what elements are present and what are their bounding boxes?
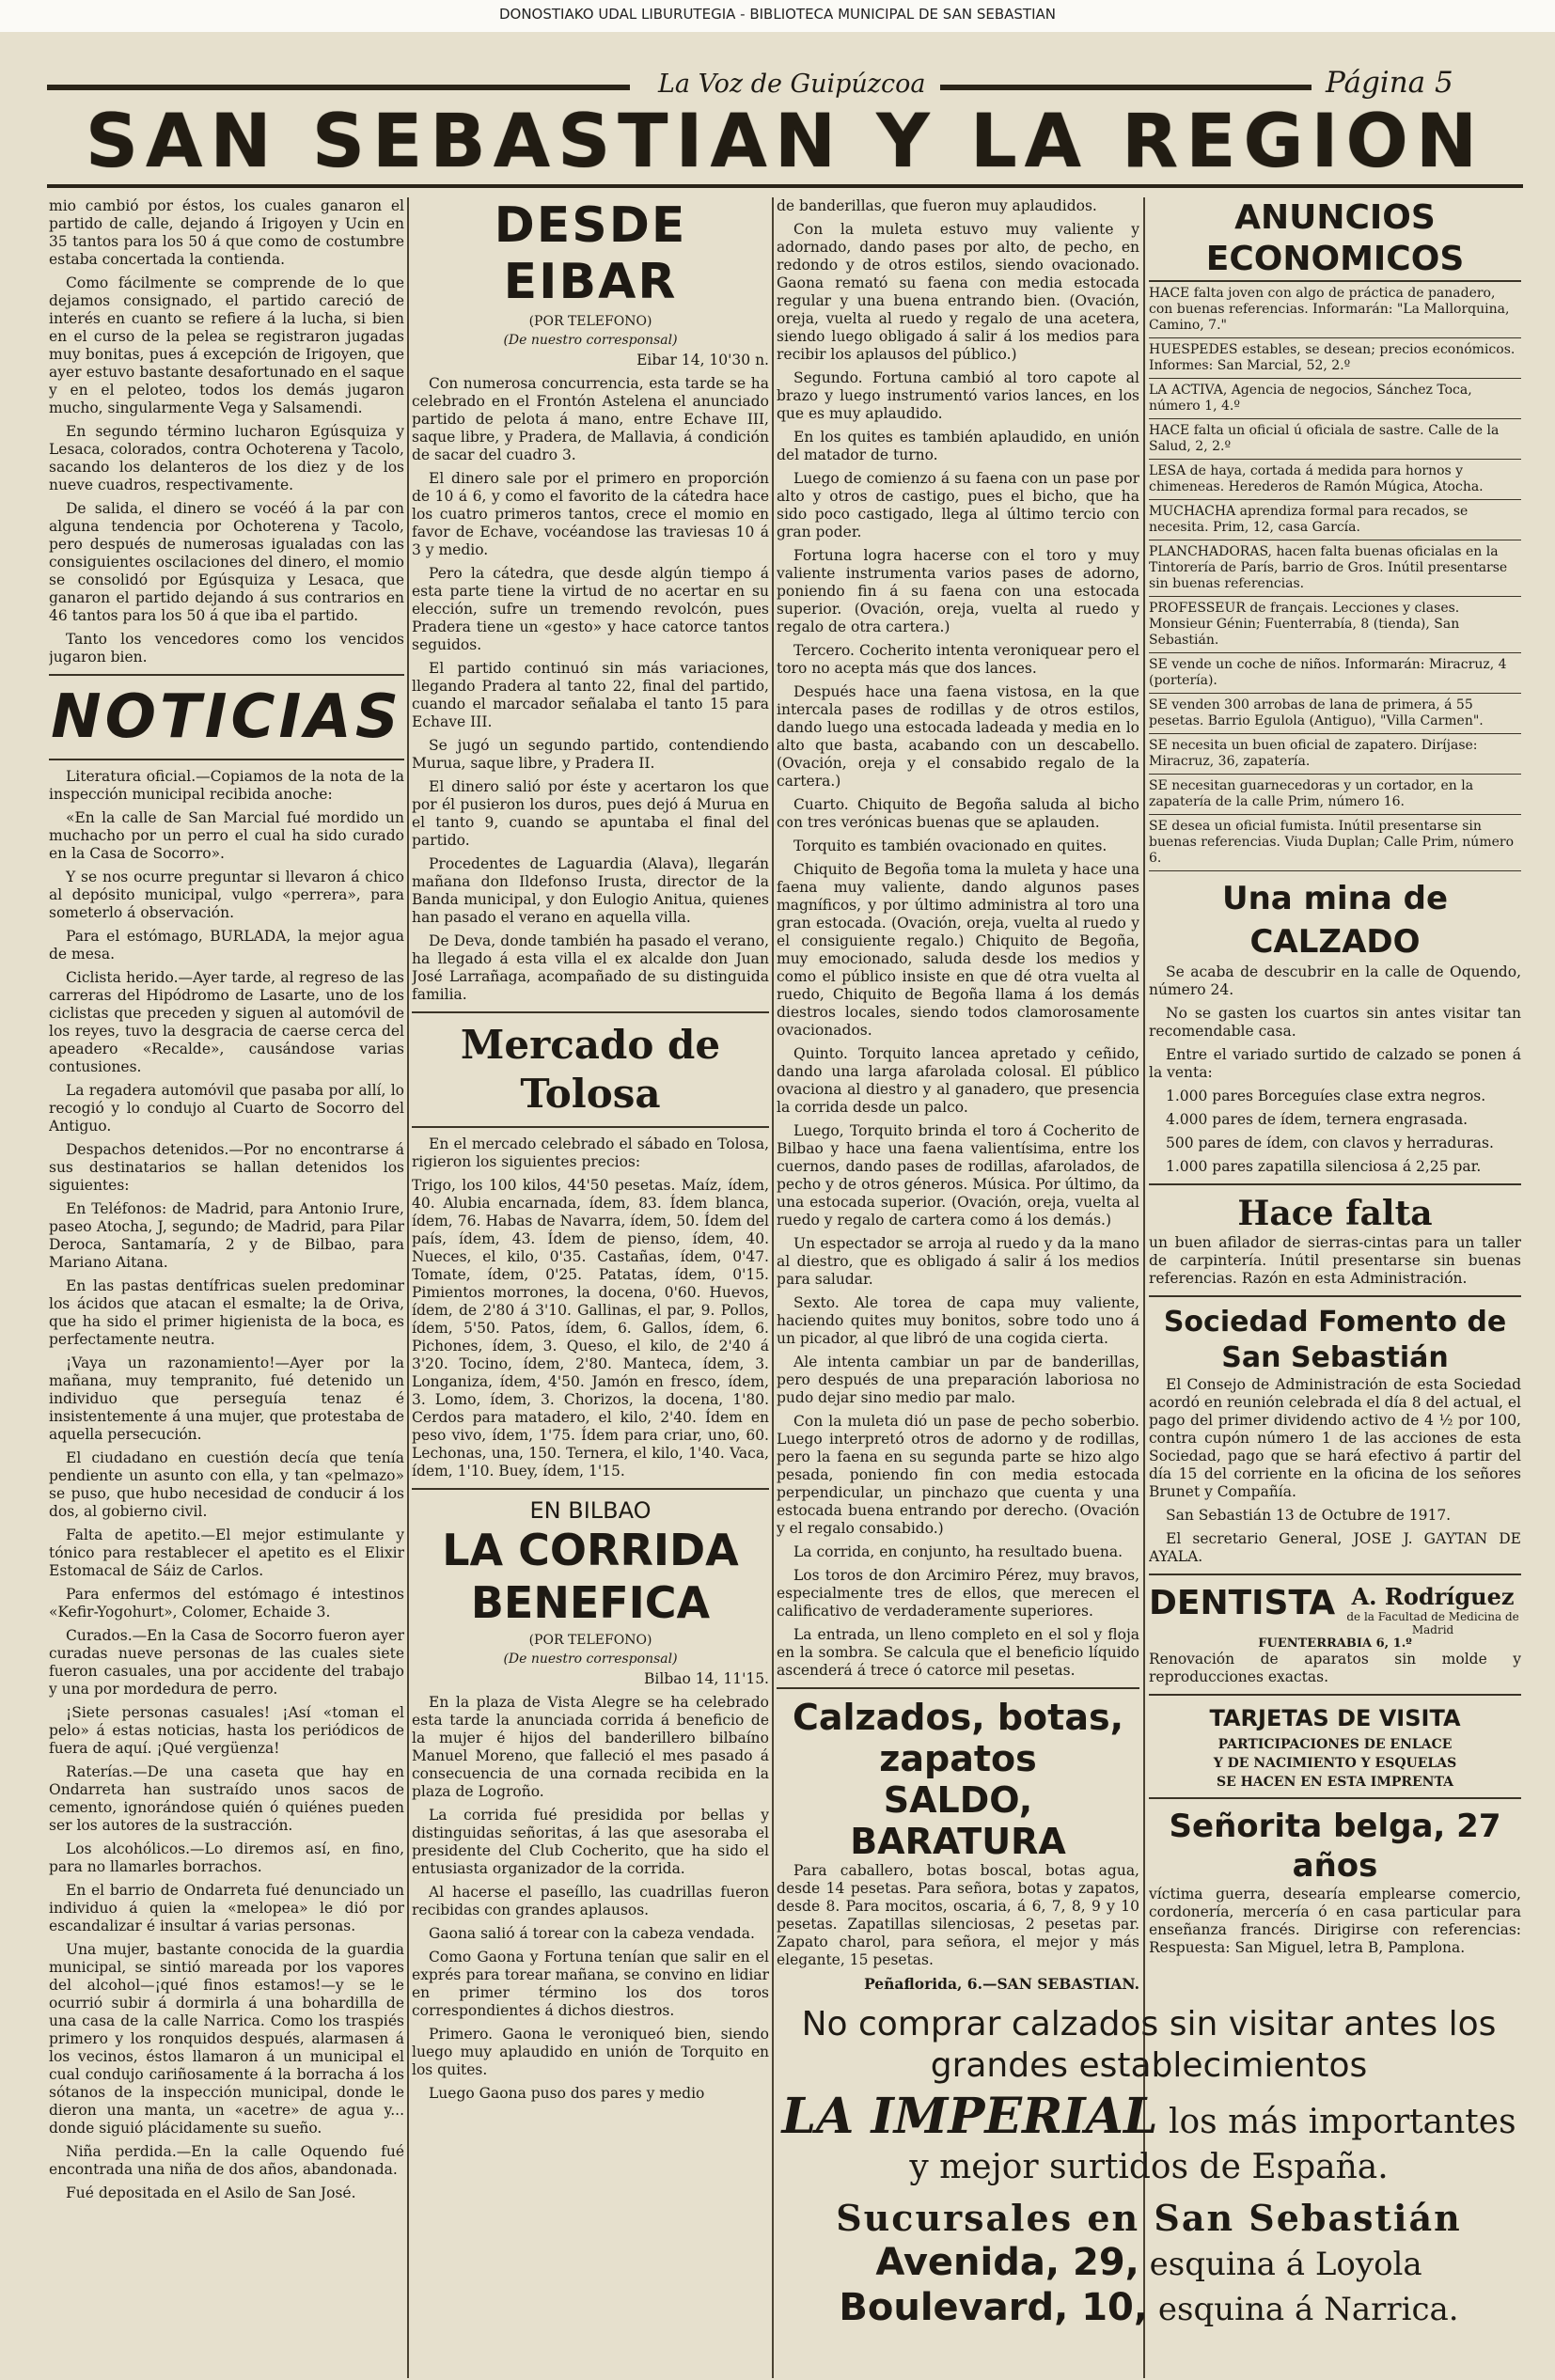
divider: [1149, 1694, 1521, 1696]
divider: [1149, 1295, 1521, 1297]
news-item: En las pastas dentífricas suelen predominar los ácidos que atacan el esmalte; la de Oriva, que ha sido el primer higienista de la boca, es perfectamente neutra.: [49, 1277, 404, 1348]
divider: [49, 759, 404, 760]
ad-line: No comprar calzados sin visitar antes los grandes establecimientos: [801, 2005, 1497, 2085]
running-head: [47, 66, 1523, 103]
ad-text: San Sebastián 13 de Octubre de 1917.: [1166, 1507, 1452, 1524]
article-paragraph: En el mercado celebrado el sábado en Tolosa, rigieron los siguientes precios:: [412, 1135, 769, 1170]
archive-banner: DONOSTIAKO UDAL LIBURUTEGIA - BIBLIOTECA MUNICIPAL DE SAN SEBASTIAN: [0, 0, 1555, 32]
ad-brand: LA IMPERIAL: [781, 2088, 1158, 2145]
article-paragraph: Luego Gaona puso dos pares y medio: [429, 2085, 705, 2102]
article-paragraph: Los toros de don Arcimiro Pérez, muy bravos, especialmente tres de ellos, que merecen el calificativo de verdaderamente superiores.: [777, 1567, 1139, 1620]
article-paragraph: De salida, el dinero se vocéó á la par con alguna tendencia por Ochoterena y Tacolo, pero después de numerosas igualadas con las consiguientes oscilaciones del dinero, el momio se consolidó por Egúsquiza y Lesaca, que ganaron el partido dejando á sus contrarios en 46 tantos para los 50 á que iba el partido.: [49, 500, 404, 624]
ad-text: El Consejo de Administración de esta Sociedad acordó en reunión celebrada el día 8 del actual, el pago del primer dividendo activo de 4 ½ por 100, contra cupón número 1 de las acciones de esta Sociedad, pago que se hará efectivo á partir del día 15 del corriente en la oficina de los señores Brunet y Compañía.: [1149, 1376, 1521, 1500]
column-4: [1149, 197, 1521, 1991]
section-masthead: SAN SEBASTIAN Y LA REGION: [85, 100, 1485, 184]
ad-heading: Sociedad Fomento de San Sebastián: [1163, 1306, 1507, 1374]
article-paragraph: Ale intenta cambiar un par de banderillas, pero después de una preparación laboriosa no pudo dejar sino medio par malo.: [777, 1354, 1139, 1406]
article-paragraph: El dinero salió por éste y acertaron los que por él pusieron los duros, pues dejó á Murua en el tanto 9, cuando se apuntaba el final del partido.: [412, 778, 769, 849]
article-paragraph: mio cambió por éstos, los cuales ganaron el partido de calle, dejando á Irigoyen y Ucin en 35 tantos para los 50 á que como de costumbre estaba concertada la contienda.: [49, 197, 404, 268]
news-item: «En la calle de San Marcial fué mordido un muchacho por un perro el cual ha sido curado en la Casa de Socorro».: [49, 809, 404, 862]
column-1: [49, 197, 404, 2378]
news-item: Niña perdida.—En la calle Oquendo fué encontrada una niña de dos años, abandonada.: [49, 2143, 404, 2178]
article-paragraph: Con la muleta dió un pase de pecho soberbio. Luego interpretó otros de adorno y de rodillas, pero la faena en su segunda parte se hizo algo pesada, poniendo fin con media estocada perpendicular, un pinchazo que cuenta y una estocada buena entrando por derecho. (Ovación y el regalo consabido.): [777, 1413, 1139, 1537]
article-paragraph: Se jugó un segundo partido, contendiendo Murua, saque libre, y Pradera II.: [412, 737, 769, 772]
column-3: [777, 197, 1139, 1991]
head-rule-left: [47, 85, 630, 90]
news-item: Fué depositada en el Asilo de San José.: [66, 2184, 356, 2201]
ad-text: 500 pares de ídem, con clavos y herraduras.: [1166, 1135, 1494, 1151]
ad-heading: Calzados, botas, zapatos: [792, 1697, 1124, 1779]
article-paragraph: Torquito es también ovacionado en quites.: [793, 838, 1107, 854]
section-heading: LA CORRIDA BENEFICA: [442, 1525, 739, 1628]
ad-heading: Una mina de CALZADO: [1221, 880, 1449, 961]
classified-ad: SE necesitan guarnecedoras y un cortador, en la zapatería de la calle Prim, número 16.: [1149, 775, 1521, 815]
news-item: Falta de apetito.—El mejor estimulante y tónico para restablecer el apetito es el Elixir Estomacal de Sáiz de Carlos.: [49, 1527, 404, 1579]
article-paragraph: En los quites es también aplaudido, en unión del matador de turno.: [777, 429, 1139, 463]
section-heading: EN BILBAO: [529, 1497, 652, 1524]
ad-text: Renovación de aparatos sin molde y reproducciones exactas.: [1149, 1651, 1521, 1685]
news-item: En Teléfonos: de Madrid, para Antonio Irure, paseo Atocha, J, segundo; de Madrid, para Pilar Deroca, Santamaría, 2 y de Bilbao, para Mariano Aitana.: [49, 1200, 404, 1271]
ad-line: esquina á Loyola: [1149, 2246, 1422, 2283]
news-item: Ciclista herido.—Ayer tarde, al regreso de las carreras del Hipódromo de Lasarte, uno de los ciclistas que preceden y siguen al automóvil de los reyes, tuvo la desgracia de caerse cerca del apeadero «Recalde», causándose varias contusiones.: [49, 969, 404, 1075]
ad-text: SE HACEN EN ESTA IMPRENTA: [1217, 1775, 1453, 1790]
article-paragraph: Gaona salió á torear con la cabeza vendada.: [429, 1925, 755, 1942]
head-rule-right: [940, 85, 1312, 90]
article-paragraph: Al hacerse el paseíllo, las cuadrillas fueron recibidas con grandes aplausos.: [412, 1884, 769, 1918]
price-list: Trigo, los 100 kilos, 44'50 pesetas. Maíz, ídem, 40. Alubia encarnada, ídem, 83. Ídem blanca, ídem, 76. Habas de Navarra, ídem, 50. Ídem del país, ídem, 43. Ídem de pienso, ídem, 40. Nueces, el kilo, 0'35. Castañas, ídem, 0'47. Tomate, ídem, 0'25. Patatas, ídem, 0'15. Pimientos morrones, la docena, 0'60. Huevos, ídem, de 2'80 á 3'10. Gallinas, el par, 9. Pollos, ídem, 5'50. Patos, ídem, 6. Gallos, ídem, 6. Pichones, ídem, 3. Queso, el kilo, de 2'40 á 3'20. Tocino, ídem, 2'80. Manteca, ídem, 3. Longaniza, ídem, 4'50. Jamón en fresco, ídem, 3. Lomo, ídem, 3. Chorizos, la docena, 1'80. Cerdos para matadero, el kilo, 2'40. Ídem en peso vivo, ídem, 1'75. Ídem para criar, uno, 60. Lechonas, una, 150. Ternera, el kilo, 1'40. Vaca, ídem, 1'10. Buey, ídem, 1'15.: [412, 1177, 769, 1480]
classified-ad: LA ACTIVA, Agencia de negocios, Sánchez Toca, número 1, 4.º: [1149, 379, 1521, 419]
article-paragraph: Cuarto. Chiquito de Begoña saluda al bicho con tres verónicas buenas que se aplauden.: [777, 796, 1139, 831]
ad-text: víctima guerra, desearía emplearse comercio, cordonería, mercería ó en casa particular para enseñanza francés. Dirigirse con referencias: Respuesta: San Miguel, letra B, Pamplona.: [1149, 1886, 1521, 1956]
ad-line: los más importantes y mejor surtidos de España.: [909, 2103, 1516, 2186]
ad-heading: SALDO, BARATURA: [850, 1779, 1066, 1862]
article-paragraph: Tanto los vencedores como los vencidos jugaron bien.: [49, 631, 404, 665]
article-paragraph: Luego de comienzo á su faena con un pase por alto y otros de castigo, pues el bicho, que ha sido poco castigado, llega al último tercio con gran poder.: [777, 470, 1139, 540]
article-paragraph: Después hace una faena vistosa, en la que intercala pases de rodillas y de otros estilos, dando luego una estocada ladeada y media en lo alto que basta, acabando con un descabello. (Ovación, oreja y el consabido regalo de la cartera.): [777, 683, 1139, 790]
dateline: Bilbao 14, 11'15.: [644, 1670, 769, 1687]
byline: (POR TELEFONO): [528, 314, 652, 329]
news-item: Una mujer, bastante conocida de la guardia municipal, se sintió mareada por los vapores del alcohol—¡qué finos estamos!—y se le ocurrió subir á dormirla á una bohardilla de una casa de la calle Narrica. Como los traspiés primero y los ronquidos después, alarmasen á los vecinos, éstos llamaron á un municipal el cual condujo cariñosamente á la borracha á los sótanos de la inspección municipal, donde le dieron una manta, un «acetre» de agua y... donde siguió plácidamente su sueño.: [49, 1941, 404, 2137]
article-paragraph: El partido continuó sin más variaciones, llegando Pradera al tanto 22, final del partido, cuando el marcador señalaba el tanto 15 para Echave III.: [412, 660, 769, 730]
ad-address: Peñaflorida, 6.—SAN SEBASTIAN.: [864, 1975, 1139, 1991]
ad-address: FUENTERRABIA 6, 1.º: [1258, 1636, 1412, 1651]
section-heading: ANUNCIOS ECONOMICOS: [1149, 197, 1521, 282]
news-item: Raterías.—De una caseta que hay en Ondarreta han sustraído unos sacos de cemento, ignorándose quién ó quiénes pueden ser los autores de la sustracción.: [49, 1763, 404, 1834]
news-item: La regadera automóvil que pasaba por allí, lo recogió y lo condujo al Cuarto de Socorro del Antiguo.: [49, 1082, 404, 1135]
ad-text: Entre el variado surtido de calzado se ponen á la venta:: [1149, 1046, 1521, 1081]
divider: [1149, 1574, 1521, 1575]
article-paragraph: De Deva, donde también ha pasado el verano, ha llegado á esta villa el ex alcalde don Juan José Larrañaga, acompañado de su distinguida familia.: [412, 932, 769, 1003]
article-paragraph: Con la muleta estuvo muy valiente y adornado, dando pases por alto, de pecho, en redondo y de otros estilos, siendo ovacionado. Gaona remató su faena con media estocada regular y una buena entrando bien. (Ovación, oreja, vuelta al ruedo y regalo de una acetera, siendo luego obligado á salir á los medios para recibir los aplausos del público.): [777, 221, 1139, 363]
byline: (De nuestro corresponsal): [503, 1652, 678, 1667]
article-paragraph: La corrida fué presidida por bellas y distinguidas señoritas, á las que asesoraba el presidente del Club Cocherito, que ha sido el entusiasta organizador de la corrida.: [412, 1807, 769, 1877]
ad-name: A. Rodríguez: [1351, 1583, 1515, 1610]
ad-heading: Señorita belga, 27 años: [1169, 1808, 1501, 1885]
classified-ad: PROFESSEUR de français. Lecciones y clases. Monsieur Génin; Fuenterrabía, 8 (tienda), San Sebastián.: [1149, 597, 1521, 653]
ad-address: Boulevard, 10,: [839, 2286, 1149, 2329]
ad-text: de la Facultad de Medicina de Madrid: [1346, 1610, 1519, 1636]
classified-ad: SE necesita un buen oficial de zapatero. Diríjase: Miracruz, 36, zapatería.: [1149, 734, 1521, 775]
ad-heading: Hace falta: [1237, 1194, 1433, 1233]
article-paragraph: Primero. Gaona le veroniqueó bien, siendo luego muy aplaudido en unión de Torquito en los quites.: [412, 2026, 769, 2078]
article-paragraph: Tercero. Cocherito intenta veroniquear pero el toro no acepta más que dos lances.: [777, 642, 1139, 677]
byline: (POR TELEFONO): [528, 1633, 652, 1648]
article-paragraph: Chiquito de Begoña toma la muleta y hace una faena muy valiente, dando algunos pases magníficos, y por último administra al toro una gran estocada. (Ovación, oreja, vuelta al ruedo y el consiguiente regalo.) Chiquito de Begoña, muy emocionado, saluda desde los medios y como el público insiste en que dé otra vuelta al ruedo, Chiquito de Begoña llama á los demás diestros locales, siendo todos clamorosamente ovacionados.: [777, 861, 1139, 1039]
article-paragraph: En la plaza de Vista Alegre se ha celebrado esta tarde la anunciada corrida á beneficio de la mujer é hijos del banderillero bilbaíno Manuel Moreno, que falleció el mes pasado á consecuencia de una cornada recibida en la plaza de Logroño.: [412, 1694, 769, 1800]
article-paragraph: El dinero sale por el primero en proporción de 10 á 6, y como el favorito de la cátedra hace los cuatro primeros tantos, crece el momio en favor de Echave, vocéandose las traviesas 10 á 3 y medio.: [412, 470, 769, 558]
article-paragraph: La entrada, un lleno completo en el sol y floja en la sombra. Se calcula que el beneficio líquido ascenderá á trece ó catorce mil pesetas.: [777, 1626, 1139, 1679]
ad-text: Y DE NACIMIENTO Y ESQUELAS: [1213, 1756, 1457, 1771]
news-item: ¡Vaya un razonamiento!—Ayer por la mañana, muy tempranito, fué detenido un individuo que perseguía tenaz é insistentemente á una mujer, que protestaba de aquella persecución.: [49, 1354, 404, 1443]
article-paragraph: Con numerosa concurrencia, esta tarde se ha celebrado en el Frontón Astelena el anunciado partido de pelota á mano, entre Echave III, saque libre, y Pradera, de Mallavia, á condición de sacar del cuadro 3.: [412, 375, 769, 463]
section-heading: NOTICIAS: [51, 682, 402, 752]
ad-line: Sucursales en San Sebastián: [836, 2197, 1462, 2239]
classified-ad: LESA de haya, cortada á medida para hornos y chimeneas. Herederos de Ramón Múgica, Atocha.: [1149, 460, 1521, 500]
byline: (De nuestro corresponsal): [503, 333, 678, 348]
ad-text: 1.000 pares zapatilla silenciosa á 2,25 par.: [1166, 1158, 1482, 1175]
article-paragraph: Un espectador se arroja al ruedo y da la mano al diestro, que es obligado á salir á los medios para saludar.: [777, 1235, 1139, 1288]
article-paragraph: Procedentes de Laguardia (Alava), llegarán mañana don Ildefonso Irusta, director de la Banda municipal, y don Eulogio Anitua, quienes han pasado el verano en aquella villa.: [412, 855, 769, 926]
news-item: Despachos detenidos.—Por no encontrarse á sus destinatarios se hallan detenidos los siguientes:: [49, 1141, 404, 1194]
imperial-ad: [777, 2004, 1521, 2331]
news-item: ¡Siete personas casuales! ¡Así «toman el pelo» á estas noticias, hasta los periódicos de fuera de aquí. ¡Qué vergüenza!: [49, 1704, 404, 1757]
ad-heading: DENTISTA: [1149, 1584, 1336, 1622]
classified-ad: SE desea un oficial fumista. Inútil presentarse sin buenas referencias. Viuda Duplan; Calle Prim, número 6.: [1149, 815, 1521, 871]
column-2: [412, 197, 769, 2378]
article-paragraph: Pero la cátedra, que desde algún tiempo á esta parte tiene la virtud de no acertar en su elección, sufre un tremendo revolcón, pues Pradera tiene un «gesto» y hace catorce tantos seguidos.: [412, 565, 769, 653]
paper-title: La Voz de Guipúzcoa: [658, 70, 926, 99]
classified-ad: HACE falta joven con algo de práctica de panadero, con buenas referencias. Informarán: "La Mallorquina, Camino, 7.": [1149, 282, 1521, 338]
classified-ad: MUCHACHA aprendiza formal para recados, se necesita. Prim, 12, casa García.: [1149, 500, 1521, 540]
ad-address: Avenida, 29,: [875, 2241, 1139, 2284]
newspaper-page: [0, 32, 1555, 2380]
article-paragraph: Como fácilmente se comprende de lo que dejamos consignado, el partido careció de interés en cuanto se refiere á la lucha, si bien en el curso de la pelea se registraron jugadas muy bonitas, pues á excepción de Irigoyen, que ayer estuvo bastante desafortunado en el saque y en el peloteo, todos los demás jugaron mucho, singularmente Vega y Salsamendi.: [49, 274, 404, 416]
news-item: El ciudadano en cuestión decía que tenía pendiente un asunto con ella, y tan «pelmazo» se puso, que hubo necesidad de conducir á los dos, al gobierno civil.: [49, 1449, 404, 1520]
column-rule: [772, 197, 774, 2378]
divider: [1149, 1797, 1521, 1799]
article-paragraph: Fortuna logra hacerse con el toro y muy valiente instrumenta varios pases de adorno, poniendo fin á su faena con una estocada superior. (Ovación, oreja, vuelta al ruedo y regalo de otra cartera.): [777, 547, 1139, 635]
ad-heading: TARJETAS DE VISITA: [1209, 1705, 1461, 1731]
news-item: Para el estómago, BURLADA, la mejor agua de mesa.: [49, 928, 404, 963]
article-paragraph: Luego, Torquito brinda el toro á Cocherito de Bilbao y hace una faena valientísima, entre los cuernos, dando pases de rodillas, afarolados, de pecho y de otros géneros. Música. Por último, da una estocada superior. (Ovación, oreja, vuelta al ruedo y regalo de cartera como á los demás.): [777, 1122, 1139, 1229]
article-paragraph: de banderillas, que fueron muy aplaudidos.: [777, 197, 1097, 214]
section-heading: DESDE EIBAR: [494, 197, 687, 310]
article-paragraph: En segundo término lucharon Egúsquiza y Lesaca, colorados, contra Ochoterena y Tacolo, sacando los delanteros de los diez y de los nueve cuadros, respectivamente.: [49, 423, 404, 493]
ad-text: 1.000 pares Borceguíes clase extra negros.: [1166, 1088, 1486, 1104]
news-item: Y se nos ocurre preguntar si llevaron á chico al depósito municipal, vulgo «perrera», para someterlo á observación.: [49, 869, 404, 921]
article-paragraph: Segundo. Fortuna cambió al toro capote al brazo y luego instrumentó varios lances, en los que es muy aplaudido.: [777, 369, 1139, 422]
divider: [412, 1126, 769, 1128]
classified-ad: SE vende un coche de niños. Informarán: Miracruz, 4 (portería).: [1149, 653, 1521, 694]
dentist-ad: [1149, 1583, 1521, 1651]
classified-ad: HUESPEDES estables, se desean; precios económicos. Informes: San Marcial, 52, 2.º: [1149, 338, 1521, 379]
divider: [777, 1687, 1139, 1689]
ad-text: No se gasten los cuartos sin antes visitar tan recomendable casa.: [1149, 1005, 1521, 1040]
news-item: Literatura oficial.—Copiamos de la nota de la inspección municipal recibida anoche:: [49, 768, 404, 803]
article-paragraph: La corrida, en conjunto, ha resultado buena.: [793, 1543, 1123, 1560]
ad-text: PARTICIPACIONES DE ENLACE: [1217, 1737, 1453, 1752]
news-item: Los alcohólicos.—Lo diremos así, en fino, para no llamarles borrachos.: [49, 1840, 404, 1875]
ad-text: Se acaba de descubrir en la calle de Oquendo, número 24.: [1149, 963, 1521, 998]
article-paragraph: Quinto. Torquito lancea apretado y ceñido, dando una larga afarolada colosal. El público ovaciona al diestro y al ganadero, que presencia la corrida desde un palco.: [777, 1045, 1139, 1116]
news-item: Para enfermos del estómago é intestinos «Kefir-Yogohurt», Colomer, Echaide 3.: [49, 1586, 404, 1621]
news-item: En el barrio de Ondarreta fué denunciado un individuo á quien la «melopea» le dió por escandalizar é insultar á varias personas.: [49, 1882, 404, 1934]
classified-ad: HACE falta un oficial ú oficiala de sastre. Calle de la Salud, 2, 2.º: [1149, 419, 1521, 460]
ad-text: 4.000 pares de ídem, ternera engrasada.: [1166, 1111, 1469, 1128]
divider: [412, 1488, 769, 1490]
news-item: Curados.—En la Casa de Socorro fueron ayer curadas nueve personas de las cuales siete fueron casuales, una por accidente del trabajo y una por mordedura de perro.: [49, 1627, 404, 1698]
ad-text: Para caballero, botas boscal, botas agua, desde 14 pesetas. Para señora, botas y zapatos, desde 8. Para mocitos, oscaria, á 6, 7, 8, 9 y 10 pesetas. Zapatillas silenciosas, 2 pesetas par. Zapato charol, para señora, el mejor y más elegante, 15 pesetas.: [777, 1862, 1139, 1968]
ad-line: esquina á Narrica.: [1157, 2291, 1459, 2328]
divider: [412, 1011, 769, 1013]
article-paragraph: Sexto. Ale torea de capa muy valiente, haciendo quites muy bonitos, sobre todo uno á un picador, al que libró de una cogida cierta.: [777, 1294, 1139, 1347]
ad-text: un buen afilador de sierras-cintas para un taller de carpintería. Inútil presentarse sin buenas referencias. Razón en esta Administración.: [1149, 1234, 1521, 1287]
article-paragraph: Como Gaona y Fortuna tenían que salir en el exprés para torear mañana, se convino en lidiar en primer término los dos toros correspondientes á dichos diestros.: [412, 1949, 769, 2019]
column-rule: [407, 197, 409, 2378]
masthead-rule: [47, 184, 1523, 188]
page-number: Página 5: [1326, 66, 1453, 100]
classified-ad: PLANCHADORAS, hacen falta buenas oficialas en la Tintorería de París, barrio de Gros. Inútil presentarse sin buenas referencias.: [1149, 540, 1521, 597]
section-heading: Mercado de Tolosa: [460, 1022, 721, 1117]
divider: [1149, 1183, 1521, 1185]
divider: [49, 674, 404, 676]
dateline: Eibar 14, 10'30 n.: [636, 352, 769, 368]
ad-text: El secretario General, JOSE J. GAYTAN DE AYALA.: [1149, 1530, 1521, 1565]
classified-ad: SE venden 300 arrobas de lana de primera, á 55 pesetas. Barrio Egulola (Antiguo), "Villa Carmen".: [1149, 694, 1521, 734]
